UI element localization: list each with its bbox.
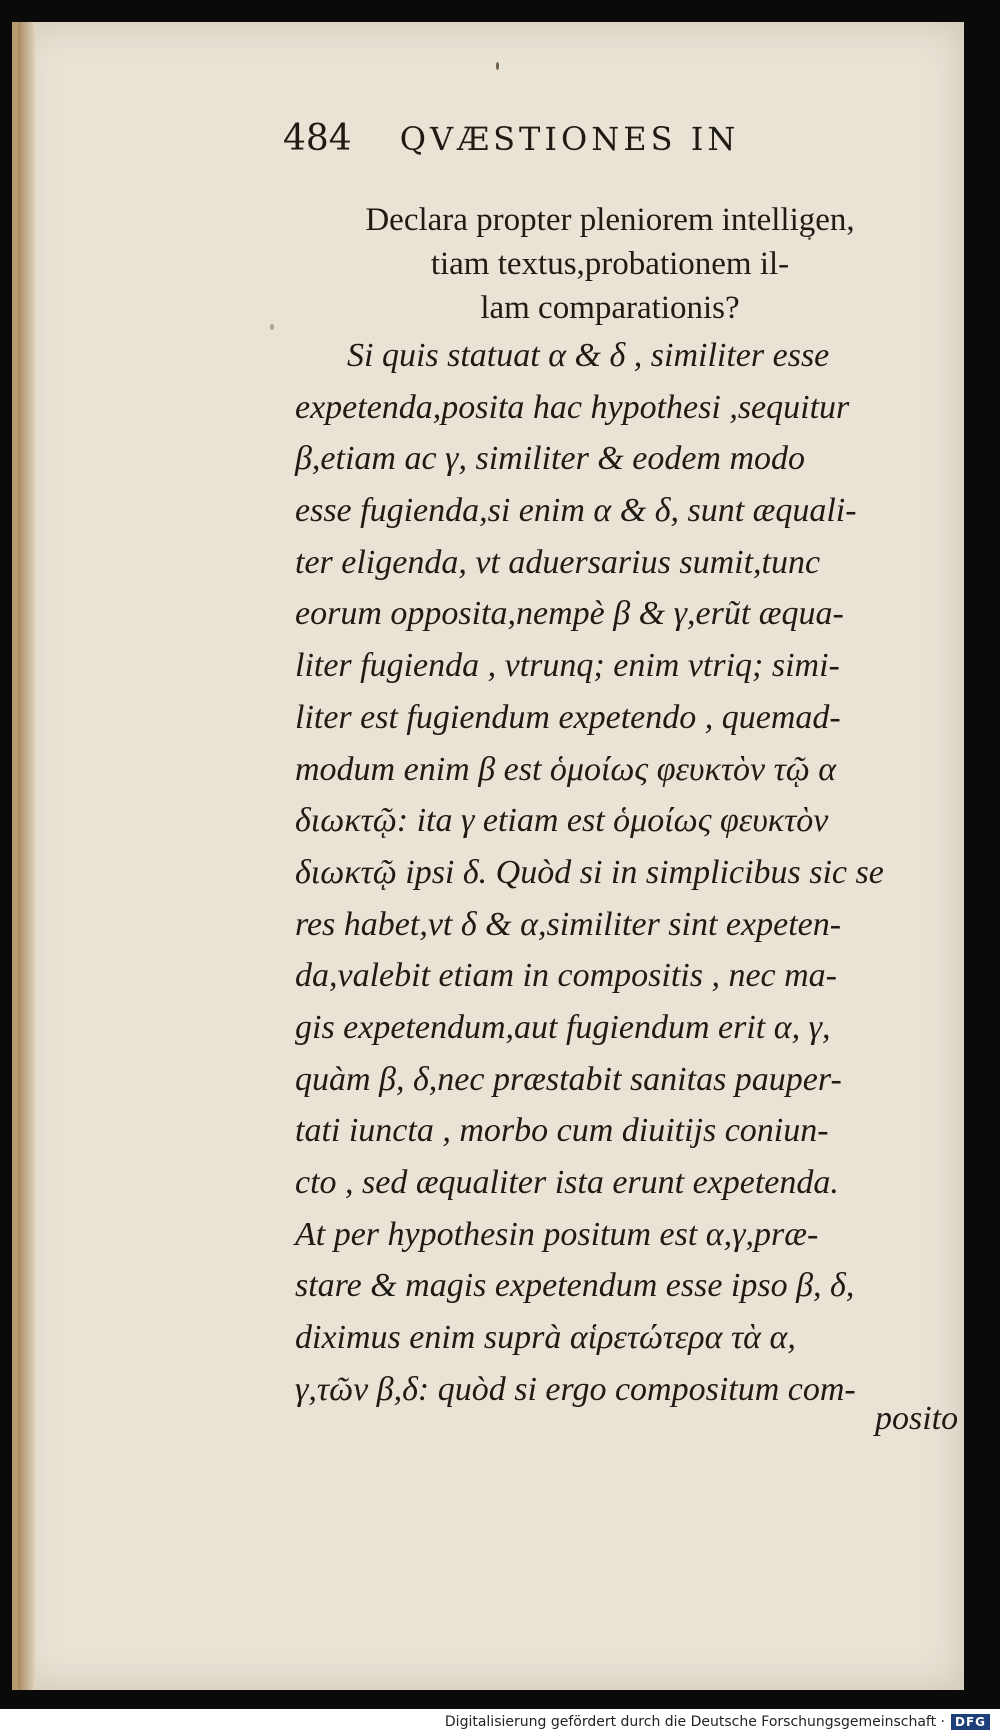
- body-line: expetenda,posita hac hypothesi ,sequitur: [295, 388, 850, 426]
- body-line: cto , sed æqualiter ista erunt expetenda.: [295, 1164, 839, 1201]
- body-line: esse fugienda,si enim α & δ, sunt æquali-: [295, 492, 857, 530]
- body-line: quàm β, δ,nec præstabit sanitas pauper-: [295, 1060, 842, 1098]
- body-line: eorum opposita,nempè β & γ,erũt æqua-: [295, 595, 844, 633]
- running-head: QVÆSTIONES IN: [399, 120, 740, 158]
- paper-speck: [270, 324, 274, 330]
- page-edge: [18, 22, 36, 1690]
- body-line: tati iuncta , morbo cum diuitijs coniun-: [295, 1112, 829, 1150]
- body-line: res habet,vt δ & α,similiter sint expeten-: [295, 905, 842, 943]
- body-line: β,etiam ac γ, similiter & eodem modo: [295, 440, 806, 478]
- body-line: διωκτῷ: ita γ etiam est ὁμοίως φευκτὸν: [295, 802, 829, 840]
- catchword: posito: [875, 1400, 959, 1437]
- funding-credit: Digitalisierung gefördert durch die Deutsche Forschungsgemeinschaft ·: [444, 1714, 945, 1730]
- body-text: [295, 330, 965, 1415]
- page-number: 484: [283, 118, 352, 159]
- body-line: διωκτῷ ipsi δ. Quòd si in simplicibus sic se: [295, 853, 884, 891]
- body-line: At per hypothesin positum est α,γ,præ-: [295, 1215, 819, 1253]
- body-line: Si quis statuat α & δ , similiter esse: [347, 337, 830, 374]
- body-line: γ,τῶν β,δ: quòd si ergo compositum com-: [295, 1370, 856, 1408]
- body-line: liter fugienda , vtrunq; enim vtriq; simi-: [295, 647, 840, 685]
- body-line: liter est fugiendum expetendo , quemad-: [295, 698, 841, 736]
- dfg-logo: DFG: [951, 1714, 990, 1730]
- paper-speck: [496, 62, 499, 70]
- body-line: ter eligenda, vt aduersarius sumit,tunc: [295, 543, 821, 581]
- body-line: gis expetendum,aut fugiendum erit α, γ,: [295, 1008, 831, 1046]
- body-line: stare & magis expetendum esse ipso β, δ,: [295, 1267, 855, 1305]
- digitization-footer: [0, 1709, 1000, 1735]
- question-line: lam comparationis?: [480, 290, 740, 326]
- body-line: diximus enim suprà αἱρετώτερα τὰ α,: [295, 1319, 796, 1357]
- body-line: modum enim β est ὁμοίως φευκτὸν τῷ α: [295, 750, 837, 788]
- question-heading: [285, 198, 935, 330]
- body-line: da,valebit etiam in compositis , nec ma-: [295, 957, 838, 995]
- question-line: Declara propter pleniorem intelligen,: [365, 202, 855, 238]
- page-header: [283, 118, 810, 166]
- question-line: tiam textus,probationem il-: [430, 246, 790, 282]
